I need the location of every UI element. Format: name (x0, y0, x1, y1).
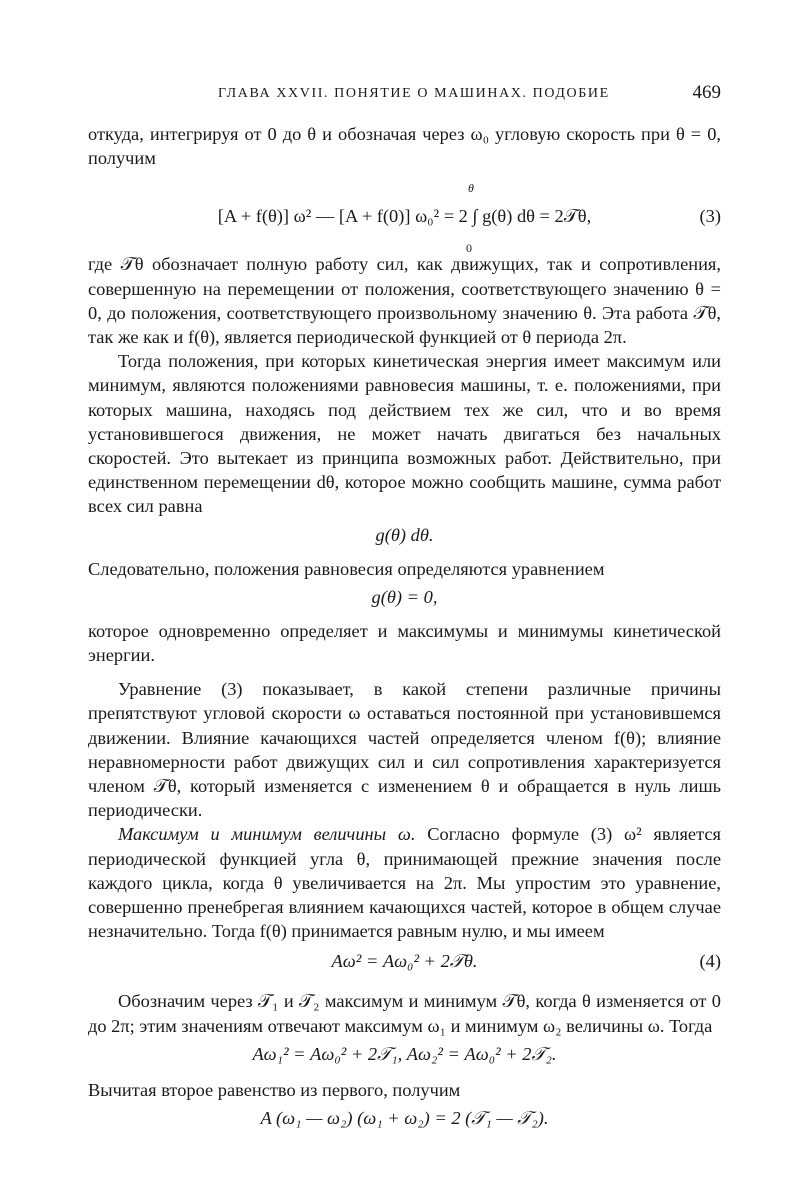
equation-extrema: Aω₁² = Aω₀² + 2𝒯₁, Aω₂² = Aω₀² + 2𝒯₂. (252, 1043, 557, 1064)
page-body (88, 122, 721, 1142)
equation-equilibrium: g(θ) = 0, (371, 586, 438, 607)
equation-number: (3) (699, 206, 721, 227)
equation-number: (4) (699, 951, 721, 972)
paragraph: Вычитая второе равенство из первого, получим (88, 1079, 461, 1100)
paragraph (88, 822, 721, 943)
page-number: 469 (692, 82, 721, 103)
page-header (88, 82, 721, 110)
equation-3-expression: [A + f(θ)] ω² — [A + f(0)] ω₀² = 2 ∫ g(θ) dθ = 2𝒯θ, (217, 206, 592, 227)
paragraph: Уравнение (3) показывает, в какой степени различные причины препятствуют угловой скорости ω оставаться постоянной при установившемся движении. Влияние качающихся частей определяется членом f(θ); влияние неравномерности работ движущих сил и сил сопротивления характеризуется членом 𝒯θ, который изменяется с изменением θ и обращается в нуль лишь периодически. (88, 679, 721, 821)
paragraph: Обозначим через 𝒯₁ и 𝒯₂ максимум и минимум 𝒯θ, когда θ изменяется от 0 до 2π; этим значениям отвечают максимум ω₁ и минимум ω₂ величины ω. Тогда (88, 991, 721, 1036)
equation-4 (88, 943, 721, 989)
equation-difference: A (ω₁ — ω₂) (ω₁ + ω₂) = 2 (𝒯₁ — 𝒯₂). (260, 1108, 549, 1129)
equation-3 (88, 170, 721, 256)
integral-upper-limit: θ (468, 181, 474, 196)
running-title: ГЛАВА XXVII. ПОНЯТИЕ О МАШИНАХ. ПОДОБИЕ (218, 86, 610, 101)
integral-lower-limit: 0 (466, 241, 472, 256)
paragraph: откуда, интегрируя от 0 до θ и обозначая через ω₀ угловую скорость при θ = 0, получим (88, 124, 721, 169)
spacer (88, 667, 721, 677)
section-heading: Максимум и минимум величины ω. (118, 824, 416, 845)
paragraph-text: Согласно формуле (3) ω² является периодической функцией угла θ, принимающей прежние значения после каждого цикла, когда θ увеличивается на 2π. Мы упростим это уравнение, совершенно пренебрегая влиянием качающихся частей, которое в общем случае незначительно. Тогда f(θ) принимается равным нулю, и мы имеем (88, 824, 721, 942)
equation-4-expression: Aω² = Aω₀² + 2𝒯θ. (331, 951, 478, 972)
paragraph: где 𝒯θ обозначает полную работу сил, как движущих, так и сопротивления, совершенную на перемещении от положения, соответствующего значению θ = 0, до положения, соответствующего произвольному значению θ. Эта работа 𝒯θ, так же как и f(θ), является периодической функцией от θ периода 2π. (88, 254, 721, 348)
equation-work: g(θ) dθ. (375, 524, 434, 545)
paragraph: Тогда положения, при которых кинетическая энергия имеет максимум или минимум, являются положениями равновесия машины, т. е. положениями, при которых машина, находясь под действием тех же сил, что и во время установившегося движения, не может начать двигаться без начальных скоростей. Это вытекает из принципа возможных работ. Действительно, при единственном перемещении dθ, которое можно сообщить машине, сумма работ всех сил равна (88, 351, 721, 517)
paragraph: Следовательно, положения равновесия определяются уравнением (88, 558, 605, 579)
paragraph: которое одновременно определяет и максимумы и минимумы кинетической энергии. (88, 620, 721, 666)
